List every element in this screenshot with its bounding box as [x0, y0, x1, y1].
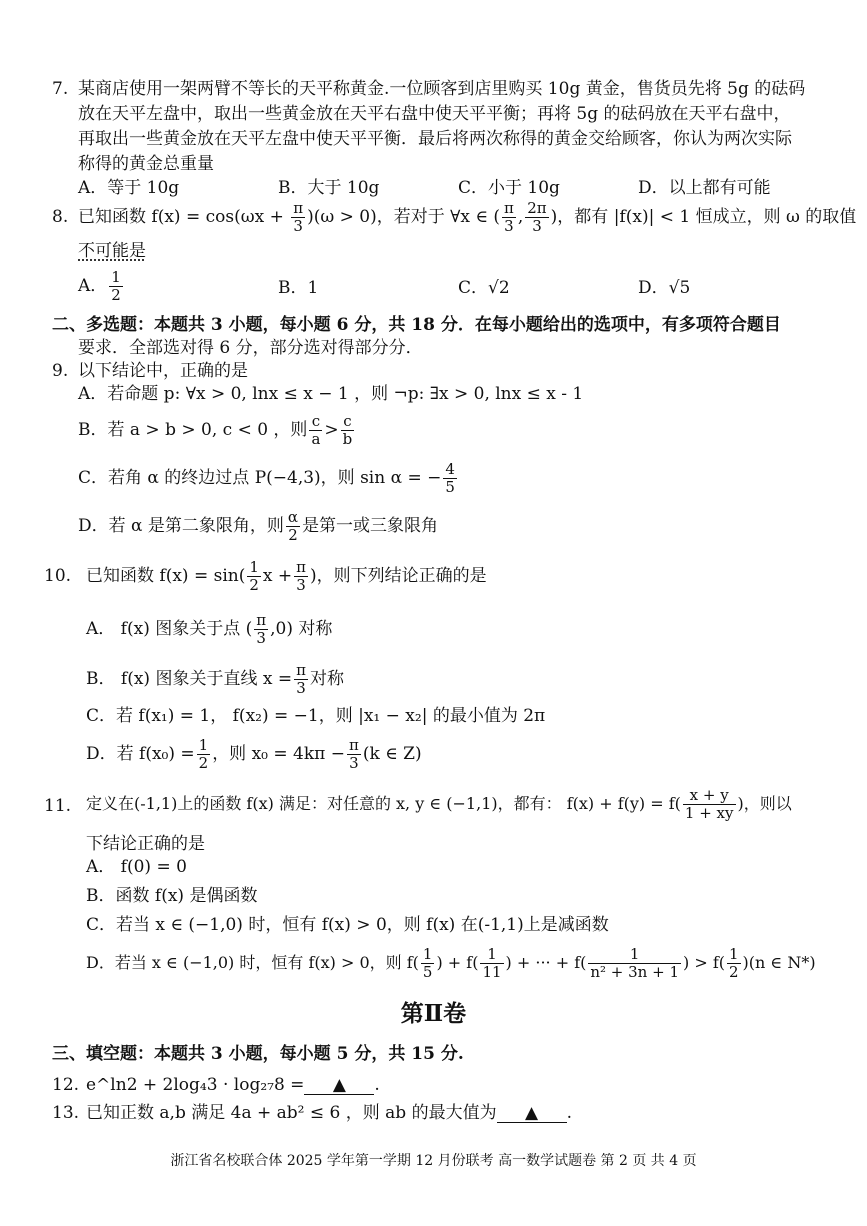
- q10-option-d: [86, 733, 422, 775]
- frac-num: 4: [445, 460, 455, 478]
- q9-b-frac-1: [309, 413, 322, 448]
- frac-num: π: [293, 199, 304, 217]
- q8-option-b: B．1: [278, 278, 319, 298]
- q8-text-b: ，若对于 ∀x ∈ (: [376, 207, 500, 227]
- stem-text: x +: [262, 566, 293, 586]
- frac-den: 2: [728, 963, 739, 981]
- frac-den: 3: [296, 679, 306, 697]
- q9-b-frac-2: [341, 413, 355, 448]
- frac-den: a: [311, 430, 321, 448]
- q9-option-d: [78, 506, 438, 546]
- frac-den: 3: [256, 629, 266, 647]
- q11-line-2: 下结论正确的是: [86, 834, 205, 854]
- q10-frac-2: [294, 559, 308, 594]
- option-label: A．: [78, 276, 108, 296]
- q10-b-frac: [294, 662, 308, 697]
- q10-number: 10.: [44, 566, 72, 586]
- frac-den: 3: [296, 576, 306, 594]
- frac-num: c: [309, 413, 322, 431]
- frac-den: 2: [249, 576, 259, 594]
- q8-stem: [78, 200, 856, 235]
- q8-number: 8.: [52, 207, 69, 227]
- frac-den: 3: [293, 217, 303, 235]
- q8-option-c: C．√2: [458, 278, 510, 298]
- stem-text: )，则以: [737, 794, 792, 813]
- q8-frac-pi3: [502, 200, 516, 235]
- q7-option-b: B．大于 10g: [278, 178, 380, 198]
- frac-den: n² + 3n + 1: [590, 963, 679, 981]
- option-text: D．若 f(x₀) =: [86, 744, 195, 764]
- q10-frac-1: [247, 559, 261, 594]
- q11-d-frac-3: [588, 946, 681, 981]
- q8-option-a: [78, 266, 125, 306]
- period: .: [374, 1075, 380, 1095]
- q12-expression: [86, 1074, 380, 1096]
- frac-num: π: [296, 558, 306, 576]
- stem-text: 已知函数 f(x) = sin(: [86, 566, 246, 586]
- frac-num: α: [287, 508, 299, 526]
- option-text: ,0) 对称: [270, 619, 333, 639]
- q10-stem: [86, 555, 487, 597]
- frac-den: 11: [482, 963, 502, 981]
- section-2-line-1: 二、多选题：本题共 3 小题，每小题 6 分，共 18 分．在每小题给出的选项中，有多项符合题目: [52, 315, 781, 335]
- q9-c-frac: [443, 461, 457, 496]
- option-text: (k ∈ Z): [362, 744, 422, 764]
- q8-option-d: D．√5: [638, 278, 691, 298]
- frac-num: 2π: [527, 199, 547, 217]
- frac-num: π: [296, 661, 306, 679]
- option-text: )(n ∈ N*): [742, 953, 816, 972]
- q7-number: 7.: [52, 79, 69, 99]
- q11-option-a: A． f(0) = 0: [86, 857, 187, 877]
- part-2-title: 第Ⅱ卷: [400, 1000, 467, 1027]
- frac-num: 1: [728, 945, 739, 963]
- q8-frac-2pi3: [525, 200, 548, 235]
- frac-den: 2: [111, 286, 121, 304]
- option-text: A． f(x) 图象关于点 (: [86, 619, 253, 639]
- frac-num: 1: [588, 946, 681, 964]
- option-text: ) + ··· + f(: [505, 953, 587, 972]
- frac-den: b: [342, 430, 353, 448]
- option-text: C．若角 α 的终边过点 P(−4,3)，则 sin α = −: [78, 468, 442, 488]
- q7-line-1: 某商店使用一架两臂不等长的天平称黄金.一位顾客到店里购买 10g 黄金，售货员先将 5g 的砝码: [78, 79, 806, 99]
- q11-d-frac-4: [727, 946, 741, 981]
- q9-stem: 以下结论中，正确的是: [78, 361, 248, 381]
- q8-line-2: 不可能是: [78, 241, 146, 261]
- q8-text-a: 已知函数: [78, 207, 146, 227]
- q10-d-frac-1: [197, 737, 211, 772]
- q9-number: 9.: [52, 361, 69, 381]
- q12-number: 12.: [52, 1075, 80, 1095]
- q7-option-c: C．小于 10g: [458, 178, 560, 198]
- frac-den: 1 + xy: [684, 804, 734, 822]
- q9-option-c: [78, 458, 459, 498]
- frac-num: 1: [198, 736, 209, 754]
- frac-den: 2: [198, 754, 209, 772]
- frac-num: π: [256, 611, 267, 629]
- frac-num: π: [504, 199, 514, 217]
- q10-option-a: [86, 608, 332, 650]
- q9-option-b: [78, 410, 356, 450]
- question-text: 已知正数 a,b 满足 4a + ab² ≤ 6 ，则 ab 的最大值为: [86, 1103, 497, 1123]
- frac-num: π: [348, 736, 359, 754]
- period: .: [566, 1103, 572, 1123]
- section-2-line-2: 要求．全部选对得 6 分，部分选对得部分分．: [78, 338, 423, 358]
- frac-den: 3: [349, 754, 359, 772]
- q10-option-b: [86, 658, 344, 700]
- q11-d-frac-1: [421, 946, 435, 981]
- option-text: ) > f(: [683, 953, 725, 972]
- q8-func: f(x) = cos(ωx +: [151, 207, 290, 227]
- option-text: ，则 x₀ = 4kπ −: [212, 744, 345, 764]
- q11-option-b: B．函数 f(x) 是偶函数: [86, 886, 258, 906]
- q8-func-tail: )(ω > 0): [307, 207, 377, 227]
- q13-text: [86, 1102, 572, 1124]
- section-3-heading: 三、填空题：本题共 3 小题，每小题 5 分，共 15 分.: [52, 1044, 464, 1064]
- q7-option-a: A．等于 10g: [78, 178, 180, 198]
- frac-den: 3: [504, 217, 514, 235]
- gt-sign: >: [324, 420, 339, 440]
- q12-answer-blank[interactable]: ▲: [304, 1076, 374, 1095]
- q8-text-c: )，都有 |f(x)| < 1 恒成立，则 ω 的取值: [550, 207, 857, 227]
- q11-option-d: [86, 942, 816, 984]
- q11-frac-xy: [683, 787, 736, 822]
- option-text: ) + f(: [436, 953, 479, 972]
- stem-text: 定义在(-1,1)上的函数 f(x) 满足：对任意的 x, y ∈ (−1,1)，都有： f(x) + f(y) = f(: [86, 794, 681, 813]
- q11-d-frac-2: [480, 946, 503, 981]
- q7-option-d: D．以上都有可能: [638, 178, 771, 198]
- option-text: 是第一或三象限角: [302, 516, 439, 536]
- q13-number: 13.: [52, 1103, 80, 1123]
- frac-num: x + y: [683, 787, 736, 805]
- q13-answer-blank[interactable]: ▲: [497, 1104, 567, 1123]
- q11-option-c: C．若当 x ∈ (−1,0) 时，恒有 f(x) > 0，则 f(x) 在(-1,1)上是减函数: [86, 915, 609, 935]
- frac-num: 1: [111, 268, 121, 286]
- q8-comma: ,: [517, 207, 524, 227]
- frac-den: 2: [288, 526, 298, 544]
- q8-pi-over-3: [291, 200, 305, 235]
- q10-d-frac-2: [347, 737, 361, 772]
- option-text: B． f(x) 图象关于直线 x =: [86, 669, 293, 689]
- q7-line-2: 放在天平左盘中，取出一些黄金放在天平右盘中使天平平衡；再将 5g 的砝码放在天平右盘中，: [78, 104, 791, 124]
- frac-den: 3: [532, 217, 542, 235]
- page-footer: 浙江省名校联合体 2025 学年第一学期 12 月份联考 高一数学试题卷 第 2 页 共 4 页: [170, 1153, 697, 1169]
- q8-a-frac: [109, 269, 123, 304]
- q9-option-a: A．若命题 p: ∀x > 0, lnx ≤ x − 1 ，则 ¬p: ∃x > 0, lnx ≤ x - 1: [78, 384, 584, 404]
- frac-den: 5: [422, 963, 433, 981]
- q7-line-3: 再取出一些黄金放在天平左盘中使天平平衡．最后将两次称得的黄金交给顾客，你认为两次实际: [78, 129, 792, 149]
- frac-num: c: [341, 413, 355, 431]
- frac-den: 5: [445, 478, 455, 496]
- option-text: D．若当 x ∈ (−1,0) 时，恒有 f(x) > 0，则 f(: [86, 953, 419, 972]
- q9-d-frac: [286, 509, 300, 544]
- q10-option-c: C．若 f(x₁) = 1， f(x₂) = −1，则 |x₁ − x₂| 的最小值为 2π: [86, 706, 546, 726]
- frac-num: 1: [480, 946, 503, 964]
- q11-number: 11.: [44, 796, 72, 816]
- q11-stem: [86, 783, 792, 825]
- frac-num: 1: [249, 558, 259, 576]
- option-text: D．若 α 是第二象限角，则: [78, 516, 284, 536]
- option-text: B．若 a > b > 0, c < 0 ，则: [78, 420, 308, 440]
- q10-a-frac: [254, 612, 268, 647]
- stem-text: )，则下列结论正确的是: [310, 566, 487, 586]
- frac-num: 1: [422, 945, 433, 963]
- q7-line-4: 称得的黄金总重量: [78, 154, 214, 174]
- expression-text: e^ln2 + 2log₄3 · log₂₇8 =: [86, 1075, 305, 1095]
- option-text: 对称: [309, 669, 344, 689]
